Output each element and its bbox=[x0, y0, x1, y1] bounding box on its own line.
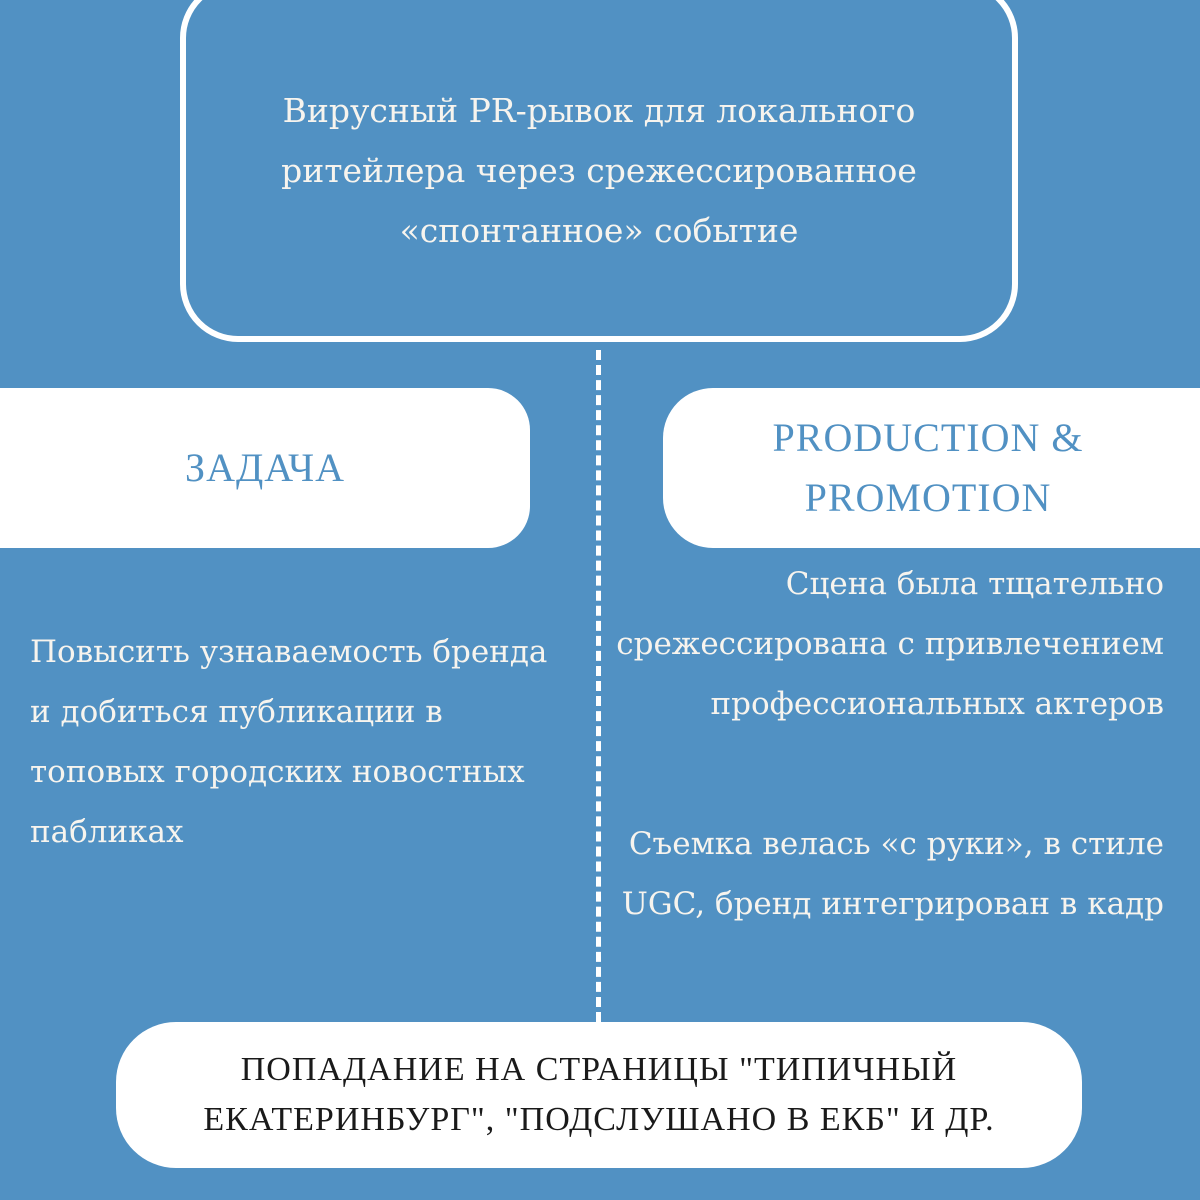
production-paragraph-1: Сцена была тщательно срежессирована с привлечением профессиональных актеров bbox=[616, 566, 1164, 722]
task-heading: ЗАДАЧА bbox=[185, 445, 345, 490]
result-text: ПОПАДАНИЕ НА СТРАНИЦЫ "ТИПИЧНЫЙ ЕКАТЕРИНБУРГ", "ПОДСЛУШАНО В ЕКБ" И ДР. bbox=[203, 1051, 995, 1138]
production-paragraph-2: Съемка велась «с руки», в стиле UGC, бренд интегрирован в кадр bbox=[621, 826, 1164, 922]
production-heading: PRODUCTION & PROMOTION bbox=[772, 415, 1084, 520]
task-description: Повысить узнаваемость бренда и добиться публикации в топовых городских новостных пабликах bbox=[30, 634, 548, 850]
production-heading-pill bbox=[663, 388, 1200, 548]
task-heading-pill bbox=[0, 388, 530, 548]
title-box bbox=[180, 0, 1018, 342]
dashed-divider bbox=[596, 350, 601, 1022]
result-pill bbox=[116, 1022, 1082, 1168]
page-title: Вирусный PR-рывок для локального ритейлера через срежессированное «спонтанное» событие bbox=[281, 91, 917, 250]
